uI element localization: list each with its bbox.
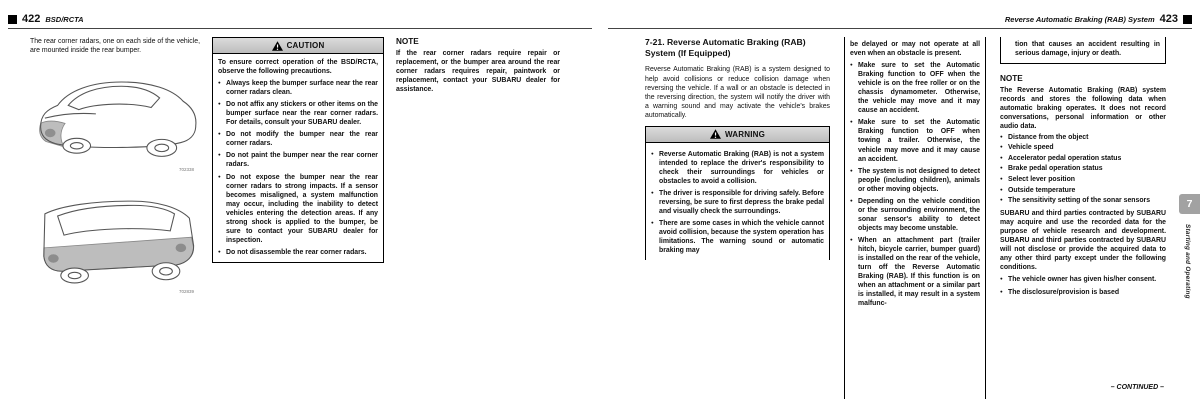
list-item: ● The sensitivity setting of the sonar sensors [1000,196,1166,205]
list-item: ● Depending on the vehicle condition or the surrounding environment, the sonar sensor's ability to detect objects may become unstable. [850,197,980,233]
suv-rear-view-drawing [30,182,200,288]
list-item: ● Accelerator pedal operation status [1000,154,1166,163]
list-item: ● Always keep the bumper surface near the rear corner radars clean. [218,79,378,97]
warning-list [651,150,824,256]
list-item: ● The disclosure/provision is based [1000,288,1166,297]
car-illustration-sedan [30,65,200,172]
caution-box [212,37,384,263]
column-warning-continued [844,37,986,399]
car-illustration-suv [30,182,200,294]
page-header-title-right: Reverse Automatic Braking (RAB) System [1004,14,1155,24]
column-rab-intro [645,37,830,399]
list-item: ● When an attachment part (trailer hitch, bicycle carrier, bumper guard) is installed on the rear of the vehicle, turn off the Reverse Automatic Braking (RAB). If this function is on when an attachment or a similar part is installed, it may result in a system malfunc- [850,236,980,308]
sedan-rear-view-drawing [30,65,200,166]
warning-end-text: tion that causes an accident resulting in serious damage, injury or death. [1015,41,1160,58]
page-header-title-left: BSD/RCTA [45,14,84,24]
continued-marker: – CONTINUED – [1110,384,1164,391]
warning-label: WARNING [724,129,766,139]
section-title: 7-21. Reverse Automatic Braking (RAB) System (If Equipped) [645,37,806,58]
list-item: ● Do not affix any stickers or other items on the bumper surface near the rear corner radars. For details, consult your SUBARU dealer. [218,100,378,127]
list-item: ● There are some cases in which the vehicle cannot avoid collision, because the system operation has limitations. The warning sound or automatic braking may [651,219,824,255]
page-header-left [8,14,592,29]
list-item: ● Select lever position [1000,175,1166,184]
note-lead: The Reverse Automatic Braking (RAB) system records and stores the following data when automatic braking operates. It does not record conversations, personal information or other audio data. [1000,87,1166,131]
warning-box-continued [844,37,986,399]
warning-box-end [1000,37,1166,64]
list-item: ● Brake pedal operation status [1000,164,1166,173]
list-item: ● Outside temperature [1000,186,1166,195]
note-data-list [1000,131,1166,205]
list-item: ● Make sure to set the Automatic Braking function to OFF when the vehicle is on the free roller or on the chassis dynamometer. Otherwise, the vehicle may move and it may cause an accident. [850,61,980,115]
warning-continuation-text: be delayed or may not operate at all even when an obstacle is present. [850,41,980,58]
column-caution [212,37,384,294]
column-note-right [1000,37,1166,399]
column-note-left [396,37,560,294]
list-item: ● Distance from the object [1000,133,1166,142]
warning-triangle-icon [272,41,283,51]
page-423 [600,0,1200,402]
column-radar-info [30,37,200,294]
note-body-2: SUBARU and third parties contracted by SUBARU may acquire and use the recorded data for the purpose of vehicle research and development. SUBARU and third parties contracted by SUBARU will not disclose or provide the acquired data to any other third party except under the following conditions. [1000,210,1166,272]
note-conditions-list [1000,272,1166,296]
corner-marker-icon [1183,15,1192,24]
list-item: ● Make sure to set the Automatic Braking function to OFF when towing a trailer. Otherwise, the vehicle may move and it may cause an accident. [850,118,980,163]
warning-box-header [646,127,829,143]
list-item: ● Reverse Automatic Braking (RAB) is not a system intended to replace the driver's responsibility to check their surroundings for vehicles or obstacles to avoid a collision. [651,150,824,186]
caution-box-header [213,38,383,54]
caution-lead: To ensure correct operation of the BSD/RCTA, observe the following precautions. [218,59,378,76]
list-item: ● Do not expose the bumper near the rear corner radars to strong impacts. If a sensor becomes misaligned, a system malfunction may occur, including the inability to detect vehicles entering the detection areas. If any strong shock is applied to the bumper, be sure to contact your SUBARU dealer for inspection. [218,173,378,245]
radar-intro-paragraph: The rear corner radars, one on each side of the vehicle, are mounted inside the rear bumper. [30,38,200,55]
note-heading: NOTE [1000,74,1023,84]
warning-box [645,126,830,261]
page-header-right [608,14,1192,29]
list-item: ● The system is not designed to detect people (including children), animals or other moving objects. [850,167,980,194]
right-page-columns [608,37,1192,399]
list-item: ● Vehicle speed [1000,143,1166,152]
caution-box-body [213,54,383,262]
warning-list-continued [850,61,980,308]
left-page-columns [8,37,592,294]
figure-code-2: 702839 [178,289,194,295]
corner-marker-icon [8,15,17,24]
caution-label: CAUTION [286,41,325,50]
note-body: If the rear corner radars require repair or replacement, or the bumper area around the rear corner radars requires repair, paintwork or replacement, contact your SUBARU dealer for assistance. [396,50,560,94]
warning-triangle-icon [710,129,721,139]
list-item: ● Do not paint the bumper near the rear corner radars. [218,151,378,169]
rab-intro-paragraph: Reverse Automatic Braking (RAB) is a system designed to help avoid collisions or reduce collision damage when reversing the vehicle. If a wall or an obstacle is detected in the reversing direction, the system will notify the driver with a warning sound and may activate the vehicle's brakes automatically. [645,66,830,119]
page-number-right: 423 [1159,13,1178,25]
list-item: ● The vehicle owner has given his/her consent. [1000,275,1166,284]
figure-code-1: 702338 [178,167,194,173]
page-number-left: 422 [22,13,41,25]
chapter-tab: 7 [1179,194,1200,214]
list-item: ● Do not modify the bumper near the rear corner radars. [218,130,378,148]
caution-list [218,79,378,257]
list-item: ● Do not disassemble the rear corner radars. [218,248,378,257]
note-heading: NOTE [396,37,419,46]
chapter-label: Starting and Operating [1184,224,1191,299]
list-item: ● The driver is responsible for driving safely. Before reversing, be sure to first depress the brake pedal and visually check the surroundings. [651,189,824,216]
warning-box-body [646,143,829,261]
